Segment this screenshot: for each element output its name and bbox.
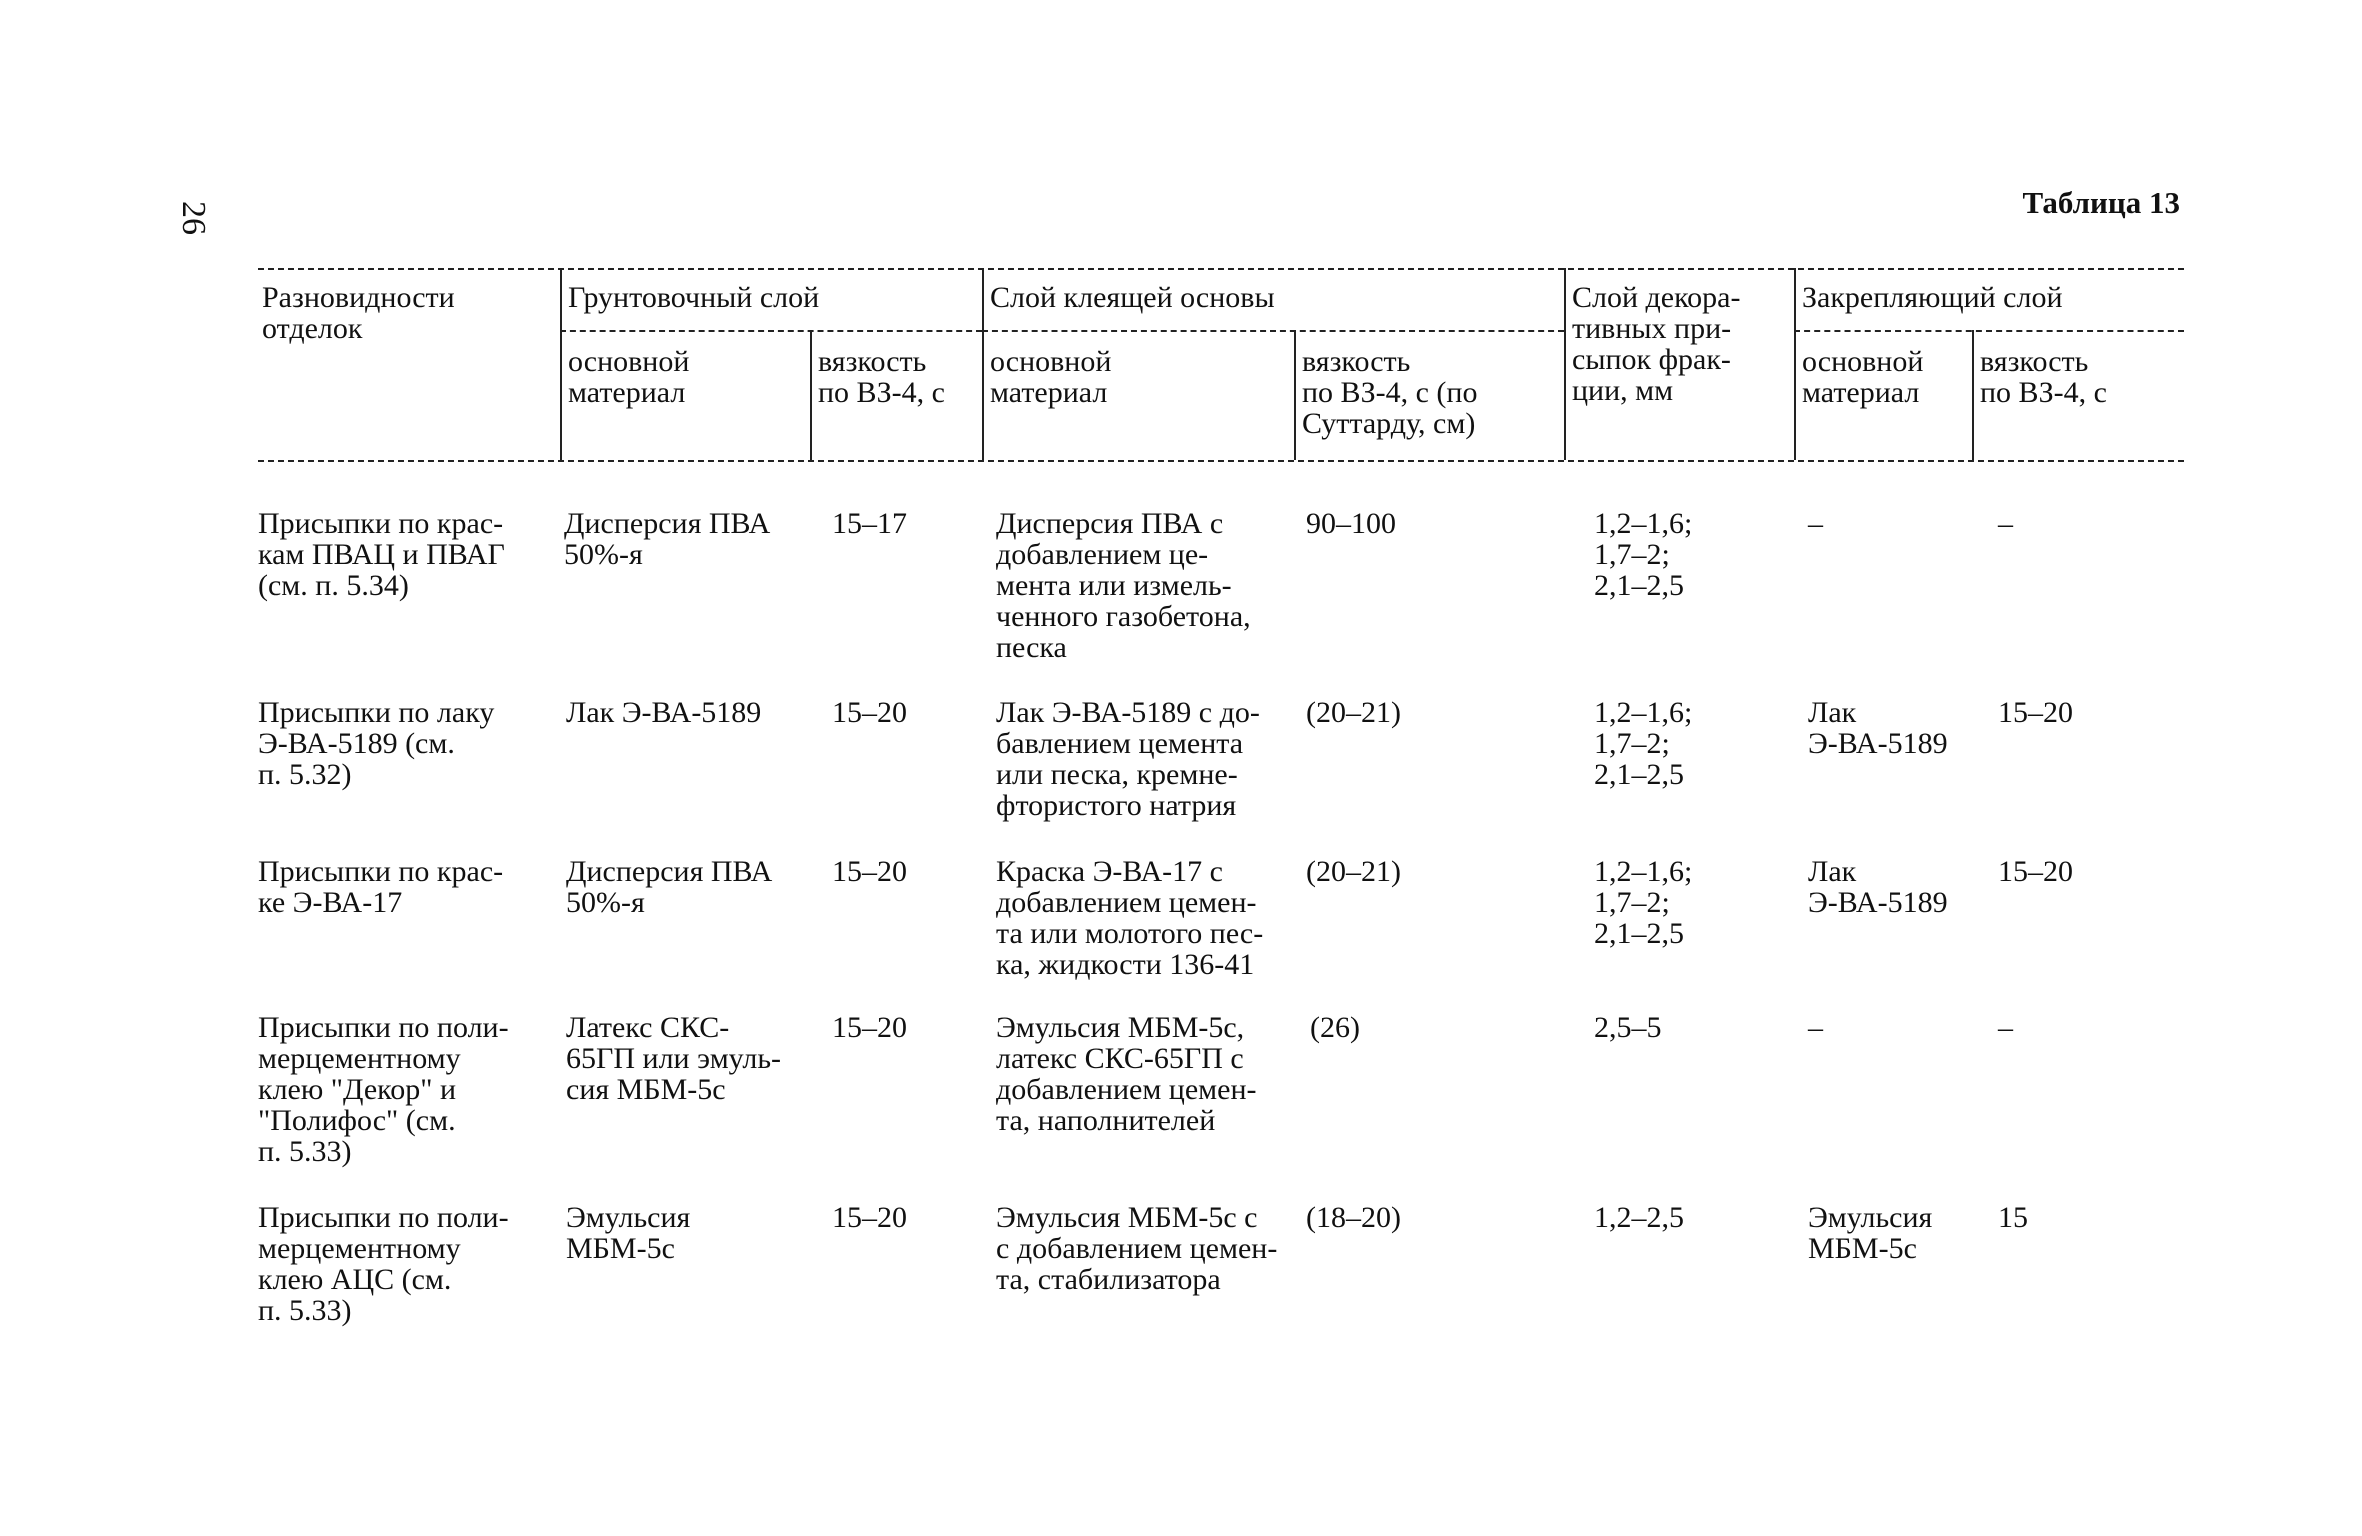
cell-fix-material: Лак Э-ВА-5189 <box>1808 855 1948 919</box>
header-primer-viscosity: вязкость по ВЗ-4, с <box>818 345 945 409</box>
col-divider-7 <box>1972 330 1974 460</box>
top-rule <box>258 268 2184 270</box>
header-fix-layer: Закрепляющий слой <box>1802 281 2063 314</box>
subheader-rule-primer <box>560 330 982 332</box>
cell-decor-fraction: 1,2–1,6; 1,7–2; 2,1–2,5 <box>1594 507 1693 602</box>
cell-fix-viscosity: 15 <box>1998 1201 2028 1234</box>
cell-fix-viscosity: 15–20 <box>1998 855 2073 888</box>
header-primer-layer: Грунтовочный слой <box>568 281 820 314</box>
cell-adhesive-material: Дисперсия ПВА с добавлением це- мента или измель- ченного газобетона, песка <box>996 507 1251 664</box>
cell-adhesive-viscosity: (20–21) <box>1306 696 1401 729</box>
cell-decor-fraction: 1,2–1,6; 1,7–2; 2,1–2,5 <box>1594 696 1693 791</box>
header-fix-viscosity: вязкость по ВЗ-4, с <box>1980 345 2107 409</box>
cell-primer-viscosity: 15–20 <box>832 1201 907 1234</box>
cell-decor-fraction: 1,2–1,6; 1,7–2; 2,1–2,5 <box>1594 855 1693 950</box>
subheader-rule-fix <box>1794 330 2184 332</box>
cell-adhesive-material: Лак Э-ВА-5189 с до- бавлением цемента или песка, кремне- фтористого натрия <box>996 696 1260 822</box>
cell-fix-viscosity: – <box>1998 1011 2013 1044</box>
cell-primer-material: Лак Э-ВА-5189 <box>566 696 762 729</box>
col-divider-2 <box>810 330 812 460</box>
cell-adhesive-material: Эмульсия МБМ-5с, латекс СКС-65ГП с добавлением цемен- та, наполнителей <box>996 1011 1257 1137</box>
cell-finish-type: Присыпки по поли- мерцементному клею "Декор" и "Полифос" (см. п. 5.33) <box>258 1011 509 1168</box>
subheader-rule-adhesive <box>982 330 1564 332</box>
col-divider-1 <box>560 268 562 460</box>
cell-primer-viscosity: 15–20 <box>832 696 907 729</box>
cell-primer-material: Дисперсия ПВА 50%-я <box>566 855 773 919</box>
cell-adhesive-material: Краска Э-ВА-17 с добавлением цемен- та или молотого пес- ка, жидкости 136-41 <box>996 855 1264 981</box>
cell-adhesive-viscosity: (18–20) <box>1306 1201 1401 1234</box>
col-divider-5 <box>1564 268 1566 460</box>
header-finish-type: Разновидности отделок <box>262 281 455 345</box>
cell-fix-material: – <box>1808 507 1823 540</box>
header-adhesive-viscosity: вязкость по ВЗ-4, с (по Суттарду, см) <box>1302 345 1478 440</box>
header-bottom-rule <box>258 460 2184 462</box>
cell-primer-material: Эмульсия МБМ-5с <box>566 1201 691 1265</box>
cell-adhesive-viscosity: 90–100 <box>1306 507 1396 540</box>
cell-primer-viscosity: 15–17 <box>832 507 907 540</box>
cell-fix-material: Эмульсия МБМ-5с <box>1808 1201 1933 1265</box>
cell-fix-material: Лак Э-ВА-5189 <box>1808 696 1948 760</box>
cell-primer-material: Дисперсия ПВА 50%-я <box>564 507 771 571</box>
header-decor-layer: Слой декора- тивных при- сыпок фрак- ции, мм <box>1572 281 1741 407</box>
cell-fix-viscosity: – <box>1998 507 2013 540</box>
col-divider-4 <box>1294 330 1296 460</box>
cell-fix-material: – <box>1808 1011 1823 1044</box>
cell-finish-type: Присыпки по крас- ке Э-ВА-17 <box>258 855 504 919</box>
cell-decor-fraction: 1,2–2,5 <box>1594 1201 1684 1234</box>
cell-primer-viscosity: 15–20 <box>832 1011 907 1044</box>
header-primer-material: основной материал <box>568 345 690 409</box>
cell-adhesive-material: Эмульсия МБМ-5с с с добавлением цемен- та, стабилизатора <box>996 1201 1278 1296</box>
header-adhesive-layer: Слой клеящей основы <box>990 281 1275 314</box>
cell-fix-viscosity: 15–20 <box>1998 696 2073 729</box>
cell-decor-fraction: 2,5–5 <box>1594 1011 1662 1044</box>
header-fix-material: основной материал <box>1802 345 1924 409</box>
col-divider-3 <box>982 268 984 460</box>
cell-finish-type: Присыпки по поли- мерцементному клею АЦС (см. п. 5.33) <box>258 1201 509 1327</box>
cell-primer-viscosity: 15–20 <box>832 855 907 888</box>
cell-finish-type: Присыпки по лаку Э-ВА-5189 (см. п. 5.32) <box>258 696 495 791</box>
table-title: Таблица 13 <box>2022 185 2180 220</box>
cell-finish-type: Присыпки по крас- кам ПВАЦ и ПВАГ (см. п. 5.34) <box>258 507 505 602</box>
page-number: 26 <box>175 201 212 235</box>
cell-adhesive-viscosity: (20–21) <box>1306 855 1401 888</box>
col-divider-6 <box>1794 268 1796 460</box>
cell-primer-material: Латекс СКС- 65ГП или эмуль- сия МБМ-5с <box>566 1011 782 1106</box>
header-adhesive-material: основной материал <box>990 345 1112 409</box>
cell-adhesive-viscosity: (26) <box>1310 1011 1360 1044</box>
